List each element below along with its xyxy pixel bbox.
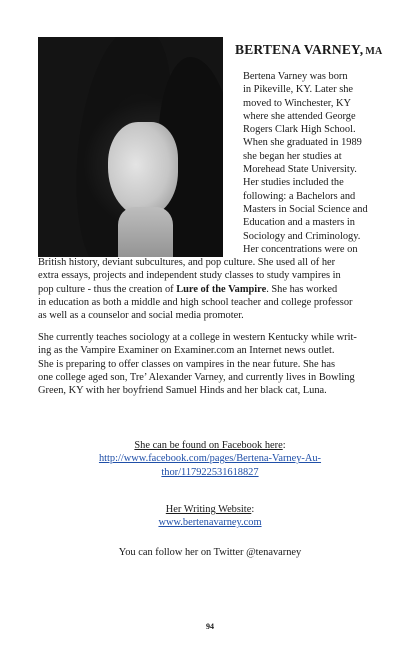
- bio-text: . She has worked: [266, 283, 338, 295]
- bio-line: as well as a counselor and social media promoter.: [38, 310, 244, 322]
- facebook-label: She can be found on Facebook here: [134, 440, 283, 451]
- bio-line: Morehead State University.: [243, 164, 357, 176]
- bio-line: Masters in Social Science and: [243, 203, 368, 215]
- facebook-colon: :: [282, 440, 286, 451]
- facebook-link-cont[interactable]: thor/117922531618827: [161, 466, 259, 478]
- author-portrait-icon: [38, 37, 223, 257]
- bio-line: where she attended George: [243, 110, 356, 122]
- bio-line: following: a Bachelors and: [243, 190, 356, 202]
- bio-line: Rogers Clark High School.: [243, 124, 356, 136]
- bio-line: Her concentrations were on: [243, 243, 358, 255]
- author-heading: [235, 42, 410, 58]
- book-title: Lure of the Vampire: [176, 283, 267, 295]
- bio-line: She is preparing to offer classes on vampires in the near future. She has: [38, 358, 336, 370]
- website-label: Her Writing Website: [165, 504, 252, 515]
- bio-line: she began her studies at: [243, 150, 342, 162]
- facebook-link[interactable]: http://www.facebook.com/pages/Bertena-Varney-Au-: [98, 453, 322, 465]
- bio-line: in education as both a middle and high school teacher and college professor: [38, 296, 353, 308]
- facebook-block: [0, 439, 420, 479]
- bio-line: Bertena Varney was born: [243, 71, 348, 82]
- bio-line: in Pikeville, KY. Later she: [243, 84, 354, 96]
- website-link[interactable]: www.bertenavarney.com: [158, 517, 262, 529]
- bio-line: ing as the Vampire Examiner on Examiner.com an Internet news outlet.: [38, 345, 335, 357]
- bio-line: Education and a masters in: [243, 217, 355, 229]
- bio-line: Sociology and Criminology.: [243, 230, 361, 242]
- bio-paragraph-2: [38, 331, 388, 397]
- bio-line: [38, 283, 388, 296]
- facebook-label-line: [0, 439, 420, 452]
- bio-line: one college aged son, Tre’ Alexander Varney, and currently lives in Bowling: [38, 371, 355, 383]
- bio-line: moved to Winchester, KY: [243, 97, 352, 109]
- bio-line: British history, deviant subcultures, and pop culture. She used all of her: [38, 257, 336, 268]
- author-credential: MA: [365, 46, 383, 57]
- website-colon: :: [251, 504, 255, 515]
- bio-line: She currently teaches sociology at a college in western Kentucky while writ-: [38, 332, 357, 343]
- twitter-line: You can follow her on Twitter @tenavarney: [118, 547, 302, 558]
- bio-line: Green, KY with her boyfriend Samuel Hinds and her black cat, Luna.: [38, 385, 327, 397]
- page-number: 94: [206, 622, 214, 631]
- website-block: [0, 503, 420, 530]
- bio-line: When she graduated in 1989: [243, 137, 362, 149]
- author-name: BERTENA VARNEY,: [235, 42, 364, 57]
- bio-column: [243, 70, 408, 256]
- website-label-line: [0, 503, 420, 516]
- bio-line: extra essays, projects and independent study classes to study vampires in: [38, 270, 341, 282]
- bio-text: pop culture - thus the creation of: [38, 283, 177, 295]
- bio-paragraph-continued: [38, 256, 388, 322]
- bio-line: Her studies included the: [243, 177, 344, 189]
